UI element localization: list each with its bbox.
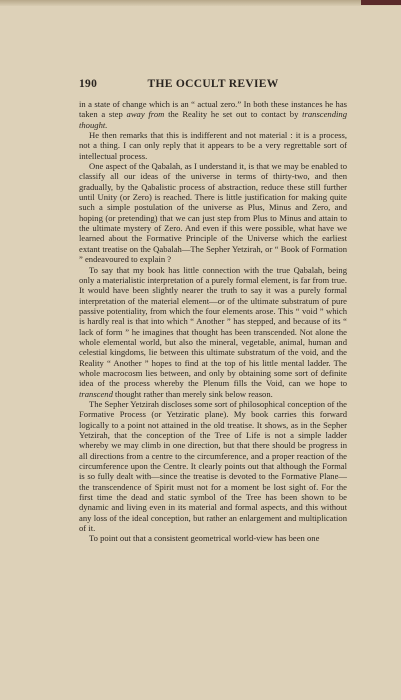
paragraph: [79, 99, 347, 130]
paragraph: [79, 265, 347, 399]
paragraph: [79, 533, 347, 543]
running-title: THE OCCULT REVIEW: [147, 78, 279, 90]
paragraph: [79, 161, 347, 264]
paragraph-text: To point out that a consistent geometrical world-view has been one: [89, 533, 320, 544]
page-top-edge: [0, 0, 401, 6]
paragraph-text: One aspect of the Qabalah, as I understand it, is that we may be enabled to classify all our ideas of the universe in terms of thirty-two, and then gradually, by the Qabalistic process of abstraction, reduce these still further until Unity (or Zero) is reached. There is little justification for making quite such a simple postulation of the universe as Plus, Minus and Zero, and hoping (or pretending) that we can just step from Plus to Minus and attain to the ultimate mystery of Zero. And even if this were possible, what have we learned about the Formative Principle of the Universe which the earliest extant treatise on the Qabalah—The Sepher Yetzirah, or “ Book of Formation ” endeavoured to explain ?: [79, 161, 347, 265]
body-text: [79, 99, 347, 544]
page-number: 190: [79, 78, 98, 90]
paragraph-text: the Reality he set out to contact by: [164, 109, 303, 120]
paragraph: [79, 130, 347, 161]
page-header: [79, 78, 347, 92]
paragraph-text: The Sepher Yetzirah discloses some sort of philosophical conception of the Formative Process (or Yetziratic plane). My book carries this forward logically to a point not attained in the old treatise. It shows, as in the Sepher Yetzirah, that the conception of the Tree of Life is not a simple ladder whereby we may climb in one direction, but that there should be progress in all directions from a centre to the circumference, and a proper reaction of the circumference upon the Centre. It clearly points out that although the Formal is so fully dealt with—since the treatise is devoted to the Formative Plane—the transcendence of Spirit must not for a moment be lost sight of. For the first time the dead and static symbol of the Tree has been shown to be dynamic and living even in its material and formal aspects, and this without any loss of the ideal conception, but rather an enlargement and multiplication of it.: [79, 398, 347, 534]
page-top-tab: [361, 0, 401, 5]
italic-text: transcend: [79, 388, 113, 399]
paragraph: [79, 399, 347, 533]
paragraph-text: He then remarks that this is indifferent and not material : it is a process, not a thing. I can only reply that it appears to be a very regrettable sort of intellectual process.: [79, 130, 347, 161]
paragraph-text: in a state of change which is an “ actual zero.” In both these instances he has taken a step: [79, 99, 347, 120]
italic-text: transcending thought.: [79, 109, 347, 130]
italic-text: away from: [126, 109, 165, 120]
paragraph-text: To say that my book has little connection with the true Qabalah, being only a materialistic interpretation of a purely formal element, is far from true. It would have been slightly nearer the truth to say it was a purely formal interpretation of the material element—or of the ultimate substratum of pure passive potentiality, from which the four elements arose. This “ void ” which is hardly real is that into which “ Another ” has stepped, and because of its “ lack of form ” he imagines that thought has been transcended. Not alone the whole elemental world, but also the mineral, vegetable, animal, human and celestial kingdoms, lie between this ultimate substratum of the void, and the Reality “ Another ” hopes to find at the top of his little mental ladder. The whole macrocosm lies between, and only by obtaining some sort of definite idea of the process whereby the Plenum fills the Void, can we hope to: [79, 264, 347, 389]
paragraph-text: thought rather than merely sink below reason.: [112, 388, 273, 399]
